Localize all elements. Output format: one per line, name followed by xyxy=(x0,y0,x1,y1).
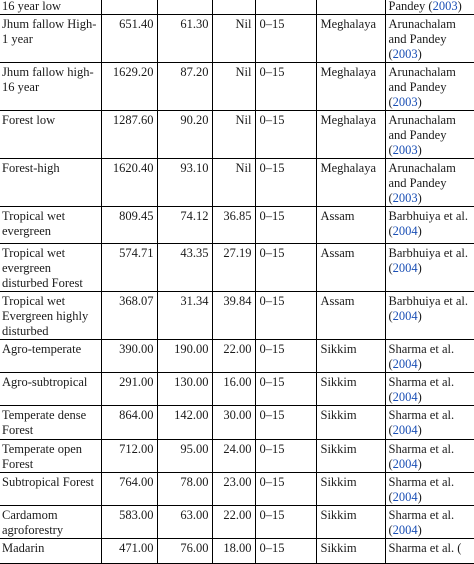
cell-value-1: 574.71 xyxy=(101,244,157,292)
cell-value-2: 61.30 xyxy=(157,15,212,63)
cell-ecosystem: Agro-subtropical xyxy=(2,375,88,389)
table-row xyxy=(0,406,474,440)
cell-value-1: 1629.20 xyxy=(101,63,157,111)
cell-ecosystem: Agro-temperate xyxy=(2,342,82,356)
cell-depth: 0–15 xyxy=(255,244,316,292)
source-text: Sharma et al. ( xyxy=(388,408,455,437)
citation-link[interactable]: 2003 xyxy=(392,47,418,61)
cell-value-1: 471.00 xyxy=(101,539,157,564)
cell-source xyxy=(385,473,474,506)
citation-link[interactable]: 2004 xyxy=(392,523,418,537)
cell-source xyxy=(385,340,474,373)
source-text: Sharma et al. ( xyxy=(388,375,455,404)
table-row xyxy=(0,159,474,207)
table-row xyxy=(0,63,474,111)
cell-value-1: 712.00 xyxy=(101,440,157,473)
cell-depth: 0–15 xyxy=(255,207,316,244)
cell-value-2: 130.00 xyxy=(157,373,212,406)
citation-link[interactable]: 2004 xyxy=(392,357,418,371)
source-text: Pandey ( xyxy=(388,0,433,13)
cell-value-1: 291.00 xyxy=(101,373,157,406)
cell-ecosystem: Forest-high xyxy=(2,161,60,175)
cell-source xyxy=(385,292,474,340)
cell-value-3: 23.00 xyxy=(212,473,255,506)
source-text-end: ) xyxy=(417,390,422,404)
cell-ecosystem: Cardamom agroforestry xyxy=(2,508,64,537)
cell-state: Meghalaya xyxy=(316,63,385,111)
table-row xyxy=(0,0,474,15)
cell-ecosystem: Tropical wet Evergreen highly disturbed xyxy=(2,294,89,338)
cell-state: Sikkim xyxy=(316,473,385,506)
cell-depth: 0–15 xyxy=(255,15,316,63)
table-row xyxy=(0,440,474,473)
cell-value-3: 22.00 xyxy=(212,340,255,373)
cell-value-1: 583.00 xyxy=(101,506,157,539)
cell-value-3: 27.19 xyxy=(212,244,255,292)
source-text: Barbhuiya et al. ( xyxy=(388,294,468,323)
cell-value-1: 864.00 xyxy=(101,406,157,440)
cell-value-3: Nil xyxy=(212,159,255,207)
source-text: Sharma et al. ( xyxy=(388,541,462,555)
cell-depth: 0–15 xyxy=(255,111,316,159)
cell-value-2: 87.20 xyxy=(157,63,212,111)
cell-state: Sikkim xyxy=(316,506,385,539)
source-text-end: ) xyxy=(417,143,422,157)
citation-link[interactable]: 2003 xyxy=(392,191,418,205)
cell-ecosystem: 16 year low xyxy=(2,0,62,13)
cell-value-3: 24.00 xyxy=(212,440,255,473)
cell-ecosystem: Tropical wet evergreen xyxy=(2,209,66,238)
table-row xyxy=(0,111,474,159)
table-row xyxy=(0,244,474,292)
source-text-end: ) xyxy=(417,261,422,275)
cell-depth: 0–15 xyxy=(255,373,316,406)
source-text: Arunachalam and Pandey ( xyxy=(388,17,456,61)
citation-link[interactable]: 2003 xyxy=(432,0,458,13)
cell-source xyxy=(385,0,474,15)
citation-link[interactable]: 2004 xyxy=(392,457,418,471)
citation-link[interactable]: 2003 xyxy=(392,95,418,109)
source-text: Sharma et al. ( xyxy=(388,442,455,471)
citation-link[interactable]: 2004 xyxy=(392,224,418,238)
cell-value-2: 190.00 xyxy=(157,340,212,373)
cell-depth xyxy=(255,0,316,15)
source-text-end: ) xyxy=(417,309,422,323)
cell-value-2: 74.12 xyxy=(157,207,212,244)
cell-source xyxy=(385,373,474,406)
cell-source xyxy=(385,440,474,473)
cell-value-1: 651.40 xyxy=(101,15,157,63)
cell-state: Assam xyxy=(316,244,385,292)
cell-value-3: 39.84 xyxy=(212,292,255,340)
cell-ecosystem: Tropical wet evergreen disturbed Forest xyxy=(2,246,83,290)
source-text: Arunachalam and Pandey ( xyxy=(388,113,456,157)
cell-value-2: 142.00 xyxy=(157,406,212,440)
citation-link[interactable]: 2004 xyxy=(392,490,418,504)
cell-depth: 0–15 xyxy=(255,340,316,373)
cell-depth: 0–15 xyxy=(255,292,316,340)
cell-value-1: 1287.60 xyxy=(101,111,157,159)
cell-state: Meghalaya xyxy=(316,159,385,207)
cell-value-1: 809.45 xyxy=(101,207,157,244)
cell-value-2: 63.00 xyxy=(157,506,212,539)
cell-state: Assam xyxy=(316,207,385,244)
cell-depth: 0–15 xyxy=(255,63,316,111)
cell-state: Meghalaya xyxy=(316,15,385,63)
cell-state: Sikkim xyxy=(316,539,385,564)
cell-state: Sikkim xyxy=(316,373,385,406)
source-text: Sharma et al. ( xyxy=(388,475,455,504)
citation-link[interactable]: 2003 xyxy=(392,143,418,157)
table-row xyxy=(0,207,474,244)
cell-value-1: 1620.40 xyxy=(101,159,157,207)
cell-value-3: 18.00 xyxy=(212,539,255,564)
cell-ecosystem: Temperate dense Forest xyxy=(2,408,87,437)
cell-source xyxy=(385,63,474,111)
cell-state: Sikkim xyxy=(316,406,385,440)
cell-value-2 xyxy=(157,0,212,15)
cell-depth: 0–15 xyxy=(255,539,316,564)
cell-ecosystem: Subtropical Forest xyxy=(2,475,95,489)
cell-value-1: 764.00 xyxy=(101,473,157,506)
source-text: Barbhuiya et al. ( xyxy=(388,246,468,275)
cell-value-3: Nil xyxy=(212,15,255,63)
cell-state xyxy=(316,0,385,15)
cell-state: Meghalaya xyxy=(316,111,385,159)
cell-value-3: 30.00 xyxy=(212,406,255,440)
cell-source xyxy=(385,539,474,564)
source-text: Barbhuiya et al. ( xyxy=(388,209,468,238)
cell-value-2: 76.00 xyxy=(157,539,212,564)
cell-depth: 0–15 xyxy=(255,159,316,207)
source-text-end: ) xyxy=(417,357,422,371)
cell-value-3 xyxy=(212,0,255,15)
cell-value-3: 36.85 xyxy=(212,207,255,244)
cell-value-2: 93.10 xyxy=(157,159,212,207)
cell-state: Sikkim xyxy=(316,340,385,373)
source-text-end: ) xyxy=(417,95,422,109)
cell-value-1 xyxy=(101,0,157,15)
source-text-end: ) xyxy=(417,47,422,61)
source-text: Sharma et al. ( xyxy=(388,508,455,537)
cell-value-3: Nil xyxy=(212,63,255,111)
cell-state: Sikkim xyxy=(316,440,385,473)
cell-source xyxy=(385,159,474,207)
table-row xyxy=(0,15,474,63)
cell-depth: 0–15 xyxy=(255,406,316,440)
table-row xyxy=(0,340,474,373)
table-row xyxy=(0,506,474,539)
cell-source xyxy=(385,111,474,159)
cell-depth: 0–15 xyxy=(255,440,316,473)
cell-source xyxy=(385,15,474,63)
table-row xyxy=(0,373,474,406)
cell-value-3: 22.00 xyxy=(212,506,255,539)
cell-ecosystem: Jhum fallow High-1 year xyxy=(2,17,97,46)
cell-value-2: 90.20 xyxy=(157,111,212,159)
cell-value-2: 95.00 xyxy=(157,440,212,473)
citation-link[interactable]: 2004 xyxy=(392,309,418,323)
cell-depth: 0–15 xyxy=(255,473,316,506)
cell-source xyxy=(385,506,474,539)
source-text-end: ) xyxy=(457,0,462,13)
source-text-end: ) xyxy=(417,490,422,504)
table-row xyxy=(0,292,474,340)
cell-source xyxy=(385,406,474,440)
source-text: Arunachalam and Pandey ( xyxy=(388,161,456,205)
table-row xyxy=(0,539,474,564)
cell-source xyxy=(385,244,474,292)
source-text-end: ) xyxy=(417,523,422,537)
citation-link[interactable]: 2004 xyxy=(392,390,418,404)
cell-value-1: 368.07 xyxy=(101,292,157,340)
cell-source xyxy=(385,207,474,244)
source-text-end: ) xyxy=(417,224,422,238)
cell-value-1: 390.00 xyxy=(101,340,157,373)
cell-state: Assam xyxy=(316,292,385,340)
cell-ecosystem: Forest low xyxy=(2,113,56,127)
cell-value-3: 16.00 xyxy=(212,373,255,406)
source-text-end: ) xyxy=(417,423,422,437)
cell-value-3: Nil xyxy=(212,111,255,159)
cell-ecosystem: Temperate open Forest xyxy=(2,442,82,471)
cell-value-2: 43.35 xyxy=(157,244,212,292)
citation-link[interactable]: 2004 xyxy=(392,423,418,437)
cell-value-2: 78.00 xyxy=(157,473,212,506)
source-text-end: ) xyxy=(417,457,422,471)
cell-ecosystem: Madarin xyxy=(2,541,45,555)
cell-depth: 0–15 xyxy=(255,506,316,539)
source-text: Sharma et al. ( xyxy=(388,342,455,371)
table-row xyxy=(0,473,474,506)
source-text-end: ) xyxy=(417,191,422,205)
cell-value-2: 31.34 xyxy=(157,292,212,340)
citation-link[interactable]: 2004 xyxy=(392,261,418,275)
source-text: Arunachalam and Pandey ( xyxy=(388,65,456,109)
cell-ecosystem: Jhum fallow high-16 year xyxy=(2,65,94,94)
